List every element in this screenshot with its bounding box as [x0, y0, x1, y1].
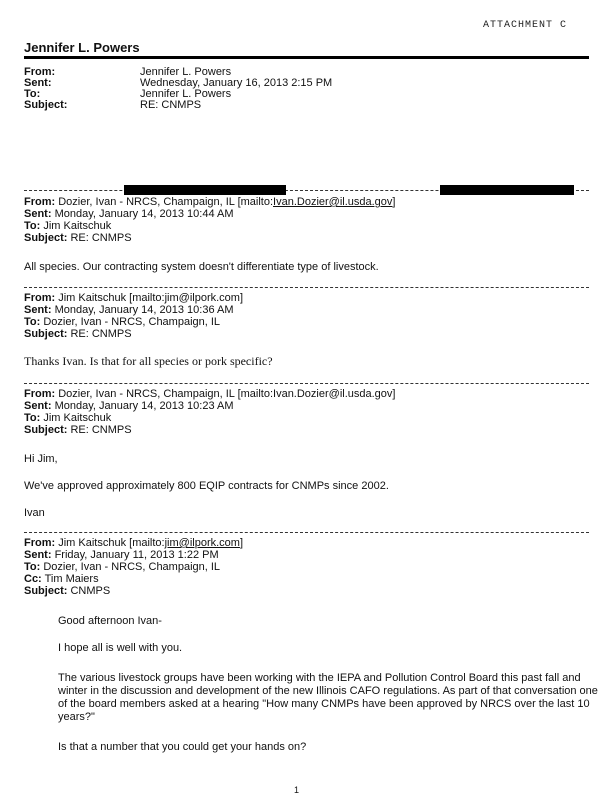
- email-3-to: [24, 412, 111, 424]
- header-subject-value: RE: CNMPS: [140, 99, 202, 111]
- from-value: Jim Kaitschuk [mailto:: [58, 537, 165, 549]
- subject-value: RE: CNMPS: [70, 232, 132, 244]
- header-subject-label: Subject:: [24, 99, 68, 111]
- email-4-subject: [24, 585, 110, 597]
- to-label: To:: [24, 412, 41, 424]
- email-1-body: All species. Our contracting system doesn't differentiate type of livestock.: [24, 261, 379, 273]
- sent-label: Sent:: [24, 549, 52, 561]
- email-3-from: [24, 388, 395, 400]
- from-end: ]: [239, 537, 244, 549]
- email-3-signoff: Ivan: [24, 507, 45, 519]
- cc-value: Tim Maiers: [44, 573, 99, 585]
- sent-label: Sent:: [24, 304, 52, 316]
- to-label: To:: [24, 561, 41, 573]
- email-4-cc: [24, 573, 99, 585]
- header-rule: [24, 56, 589, 59]
- from-value: Dozier, Ivan - NRCS, Champaign, IL [mailto:Ivan.Dozier@il.usda.gov]: [58, 388, 396, 400]
- email-2-subject: [24, 328, 132, 340]
- email-link[interactable]: Ivan.Dozier@il.usda.gov: [273, 196, 393, 208]
- subject-value: CNMPS: [70, 585, 111, 597]
- email-4-greeting: Good afternoon Ivan-: [58, 615, 162, 627]
- email-2-to: [24, 316, 220, 328]
- email-4-line: I hope all is well with you.: [58, 642, 183, 654]
- separator-2: [24, 287, 589, 288]
- header-from-value: Jennifer L. Powers: [140, 66, 232, 78]
- page-number: 1: [294, 785, 300, 795]
- sent-value: Monday, January 14, 2013 10:44 AM: [54, 208, 234, 220]
- sent-label: Sent:: [24, 400, 52, 412]
- email-4-paragraph-line: of the board members asked at a hearing "How many CNMPs have been approved by NRCS over the last 10: [58, 698, 590, 710]
- email-4-sent: [24, 549, 219, 561]
- email-2-from: [24, 292, 243, 304]
- email-1-to: [24, 220, 111, 232]
- email-3-greeting: Hi Jim,: [24, 453, 58, 465]
- from-value: Jim Kaitschuk [mailto:jim@ilpork.com]: [58, 292, 243, 304]
- email-4-paragraph-line: years?": [58, 711, 95, 723]
- header-sent-value: Wednesday, January 16, 2013 2:15 PM: [140, 77, 333, 89]
- sender-name: Jennifer L. Powers: [24, 40, 140, 55]
- email-3-subject: [24, 424, 132, 436]
- attachment-label: ATTACHMENT C: [482, 20, 567, 31]
- redaction-bar: [124, 185, 286, 195]
- subject-value: RE: CNMPS: [70, 424, 132, 436]
- to-label: To:: [24, 316, 41, 328]
- header-sent-label: Sent:: [24, 77, 52, 89]
- subject-label: Subject:: [24, 328, 68, 340]
- to-value: Dozier, Ivan - NRCS, Champaign, IL: [43, 561, 221, 573]
- from-label: From:: [24, 388, 56, 400]
- subject-label: Subject:: [24, 585, 68, 597]
- email-1-from: [24, 196, 395, 208]
- to-value: Jim Kaitschuk: [43, 220, 112, 232]
- email-4-paragraph-line: winter in the discussion and development of the new Illinois CAFO regulations. As part of that conversation one: [58, 685, 598, 697]
- redaction-bar: [440, 185, 574, 195]
- sent-value: Monday, January 14, 2013 10:36 AM: [54, 304, 234, 316]
- header-from-label: From:: [24, 66, 56, 78]
- email-4-to: [24, 561, 220, 573]
- email-3-sent: [24, 400, 234, 412]
- header-to-label: To:: [24, 88, 41, 100]
- to-value: Jim Kaitschuk: [43, 412, 112, 424]
- email-2-sent: [24, 304, 234, 316]
- subject-value: RE: CNMPS: [70, 328, 132, 340]
- from-label: From:: [24, 196, 56, 208]
- to-label: To:: [24, 220, 41, 232]
- from-end: ]: [392, 196, 396, 208]
- subject-label: Subject:: [24, 232, 68, 244]
- email-2-body: Thanks Ivan. Is that for all species or pork specific?: [24, 354, 273, 368]
- subject-label: Subject:: [24, 424, 68, 436]
- to-value: Dozier, Ivan - NRCS, Champaign, IL: [43, 316, 221, 328]
- email-4-paragraph-line: The various livestock groups have been working with the IEPA and Pollution Control Board this past fall and: [58, 672, 581, 684]
- header-subject-row: [24, 100, 201, 111]
- sent-label: Sent:: [24, 208, 52, 220]
- sent-value: Friday, January 11, 2013 1:22 PM: [54, 549, 219, 561]
- from-value: Dozier, Ivan - NRCS, Champaign, IL [mailto:: [58, 196, 274, 208]
- email-1-subject: [24, 232, 132, 244]
- cc-label: Cc:: [24, 573, 42, 585]
- from-label: From:: [24, 537, 56, 549]
- from-label: From:: [24, 292, 56, 304]
- email-4-question: Is that a number that you could get your hands on?: [58, 741, 307, 753]
- email-link[interactable]: jim@ilpork.com: [164, 537, 240, 549]
- separator-3: [24, 383, 589, 384]
- separator-4: [24, 532, 589, 533]
- email-4-from: [24, 537, 243, 549]
- header-to-value: Jennifer L. Powers: [140, 88, 232, 100]
- sent-value: Monday, January 14, 2013 10:23 AM: [54, 400, 234, 412]
- email-1-sent: [24, 208, 234, 220]
- email-3-body: We've approved approximately 800 EQIP contracts for CNMPs since 2002.: [24, 480, 389, 492]
